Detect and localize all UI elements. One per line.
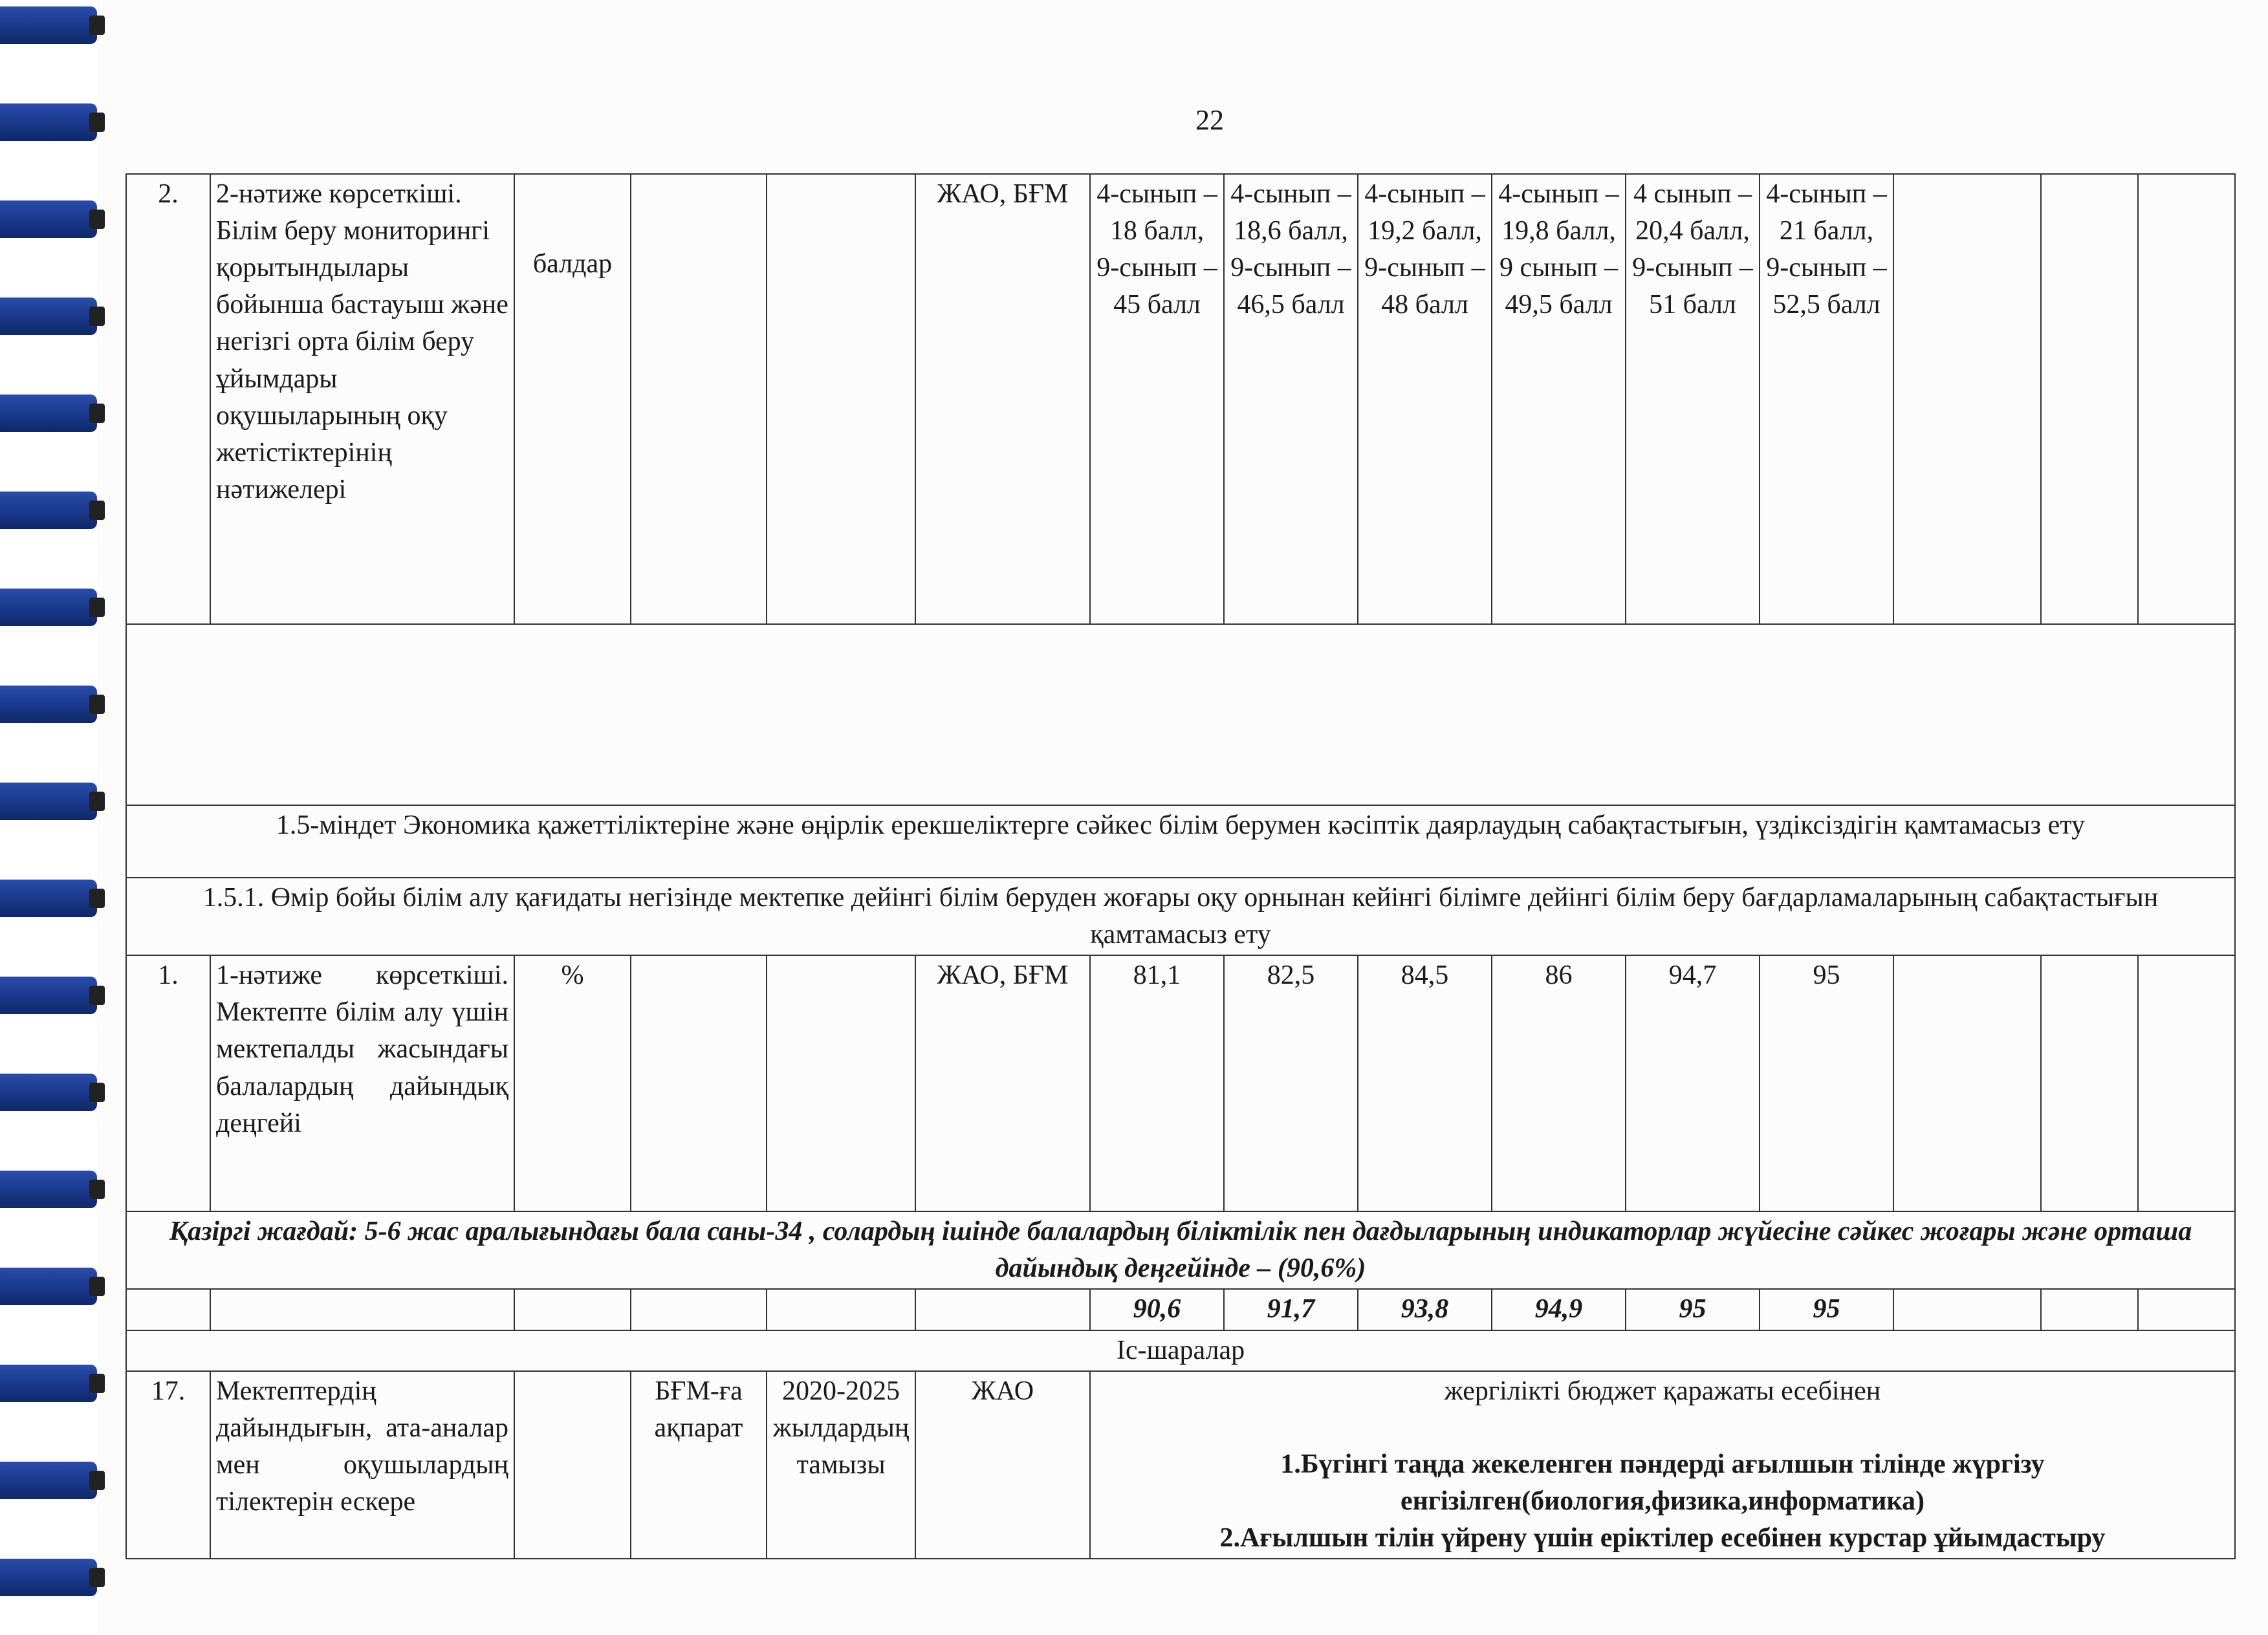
empty-cell xyxy=(2041,955,2138,1211)
unit-cell: % xyxy=(514,955,631,1211)
measure-name: Мектептердің дайындығын, ата-аналар мен оқушылардың тілектерін ескере xyxy=(210,1371,514,1559)
note-item-2: 2.Ағылшын тілін үйрену үшін еріктілер есебінен курстар ұйымдастыру xyxy=(1219,1522,2106,1553)
binding-ring xyxy=(0,589,97,626)
binding-hole xyxy=(89,1374,105,1393)
current-state-text: Қазіргі жағдай: 5-6 жас аралығындағы бала саны-34 , солардың ішінде балалардың біліктілік пен дағдыларының индикаторлар жүйесіне сәйкес жоғары және орташа дайындық деңгейінде – (90,6%) xyxy=(126,1211,2235,1289)
value-2024: 94,7 xyxy=(1626,955,1760,1211)
binding-hole xyxy=(89,986,105,1005)
binding-ring xyxy=(0,1559,97,1596)
binding-hole xyxy=(89,16,105,35)
actual-2025: 95 xyxy=(1760,1289,1893,1330)
actual-values-row xyxy=(126,1289,2235,1330)
value-2022: 84,5 xyxy=(1358,955,1492,1211)
spacer-row xyxy=(126,624,2235,805)
responsible-cell: ЖАО, БҒМ xyxy=(915,174,1090,624)
empty-cell xyxy=(915,1289,1090,1330)
empty-cell xyxy=(631,955,767,1211)
table-row xyxy=(126,174,2235,624)
value-2025: 95 xyxy=(1760,955,1893,1211)
value-2023: 86 xyxy=(1492,955,1626,1211)
row-number: 2. xyxy=(126,174,210,624)
binding-ring xyxy=(0,1171,97,1208)
current-state-row xyxy=(126,1211,2235,1289)
empty-cell xyxy=(2138,1289,2235,1330)
binding-ring xyxy=(0,977,97,1014)
empty-cell xyxy=(767,1289,915,1330)
binding-ring xyxy=(0,880,97,917)
unit-cell: балдар xyxy=(514,174,631,624)
empty-cell xyxy=(514,1371,631,1559)
value-2022: 4-сынып –19,2 балл, 9-сынып – 48 балл xyxy=(1358,174,1492,624)
value-2021: 82,5 xyxy=(1224,955,1358,1211)
binding-ring xyxy=(0,103,97,141)
binding-hole xyxy=(89,113,105,132)
empty-cell xyxy=(767,955,915,1211)
binding-ring xyxy=(0,200,97,238)
subtask-heading-row xyxy=(126,878,2235,955)
binding-ring xyxy=(0,298,97,335)
actual-2023: 94,9 xyxy=(1492,1289,1626,1330)
subtask-heading: 1.5.1. Өмір бойы білім алу қағидаты негізінде мектепке дейінгі білім беруден жоғары оқу орнынан кейінгі білімге дейінгі білім беру бағдарламаларының сабақтастығын қамтамасыз ету xyxy=(126,878,2235,955)
empty-cell xyxy=(2041,174,2138,624)
funding-source: жергілікті бюджет қаражаты есебінен xyxy=(1444,1376,1881,1406)
binding-ring xyxy=(0,395,97,432)
note-item-1: 1.Бүгінгі таңда жекеленген пәндерді ағылшын тілінде жүргізу енгізілген(биология,физика,информатика) xyxy=(1280,1449,2045,1516)
empty-cell xyxy=(631,1289,767,1330)
value-2025: 4-сынып – 21 балл, 9-сынып – 52,5 балл xyxy=(1760,174,1893,624)
value-2023: 4-сынып – 19,8 балл, 9 сынып – 49,5 балл xyxy=(1492,174,1626,624)
measures-heading: Іс-шаралар xyxy=(126,1330,2235,1371)
empty-cell xyxy=(2041,1289,2138,1330)
binding-ring xyxy=(0,1074,97,1111)
page-number: 22 xyxy=(1195,104,1224,136)
empty-cell xyxy=(126,1289,210,1330)
value-2021: 4-сынып – 18,6 балл, 9-сынып – 46,5 балл xyxy=(1224,174,1358,624)
funding-and-notes xyxy=(1090,1371,2235,1559)
task-heading-row xyxy=(126,805,2235,878)
binding-hole xyxy=(89,792,105,811)
binding-ring xyxy=(0,686,97,723)
binding-hole xyxy=(89,404,105,423)
indicator-name: 2-нәтиже көрсеткіші. Білім беру мониторингі қорытындылары бойынша бастауыш және негізгі орта білім беру ұйымдары оқушыларының оқу жетістіктерінің нәтижелері xyxy=(210,174,514,624)
responsible-cell: ЖАО xyxy=(915,1371,1090,1559)
binding-hole xyxy=(89,1568,105,1587)
binding-hole xyxy=(89,307,105,326)
completion-term: 2020-2025 жылдардың тамызы xyxy=(767,1371,915,1559)
actual-2022: 93,8 xyxy=(1358,1289,1492,1330)
responsible-cell: ЖАО, БҒМ xyxy=(915,955,1090,1211)
binding-hole xyxy=(89,889,105,908)
row-number: 17. xyxy=(126,1371,210,1559)
empty-cell xyxy=(514,1289,631,1330)
empty-cell xyxy=(2138,955,2235,1211)
binding-ring xyxy=(0,1268,97,1305)
actual-2021: 91,7 xyxy=(1224,1289,1358,1330)
row-number: 1. xyxy=(126,955,210,1211)
completion-form: БҒМ-ға ақпарат xyxy=(631,1371,767,1559)
empty-cell xyxy=(1893,174,2041,624)
binding-hole xyxy=(89,1083,105,1102)
binding-hole xyxy=(89,1277,105,1296)
empty-cell xyxy=(1893,955,2041,1211)
value-2020: 4-сынып – 18 балл, 9-сынып – 45 балл xyxy=(1090,174,1224,624)
binding-ring xyxy=(0,6,97,44)
table-row xyxy=(126,955,2235,1211)
empty-cell xyxy=(631,174,767,624)
measures-heading-row xyxy=(126,1330,2235,1371)
actual-2024: 95 xyxy=(1626,1289,1760,1330)
binding-hole xyxy=(89,210,105,229)
actual-2020: 90,6 xyxy=(1090,1289,1224,1330)
empty-cell xyxy=(210,1289,514,1330)
binding-ring xyxy=(0,492,97,529)
spiral-binding xyxy=(0,0,113,1635)
empty-cell xyxy=(2138,174,2235,624)
binding-ring xyxy=(0,783,97,820)
binding-hole xyxy=(89,695,105,714)
task-heading: 1.5-міндет Экономика қажеттіліктеріне және өңірлік ерекшеліктерге сәйкес білім берумен кәсіптік даярлаудың сабақтастығын, үздіксіздігін қамтамасыз ету xyxy=(126,805,2235,878)
table-row xyxy=(126,1371,2235,1559)
value-2020: 81,1 xyxy=(1090,955,1224,1211)
indicator-name: 1-нәтиже көрсеткіші. Мектепте білім алу үшін мектепалды жасындағы балалардың дайындық деңгейі xyxy=(210,955,514,1211)
binding-ring xyxy=(0,1365,97,1402)
binding-hole xyxy=(89,598,105,617)
binding-hole xyxy=(89,501,105,520)
empty-cell xyxy=(1893,1289,2041,1330)
binding-ring xyxy=(0,1462,97,1499)
value-2024: 4 сынып – 20,4 балл, 9-сынып – 51 балл xyxy=(1626,174,1760,624)
binding-hole xyxy=(89,1471,105,1490)
plan-table xyxy=(125,173,2236,1559)
binding-hole xyxy=(89,1180,105,1199)
empty-cell xyxy=(767,174,915,624)
